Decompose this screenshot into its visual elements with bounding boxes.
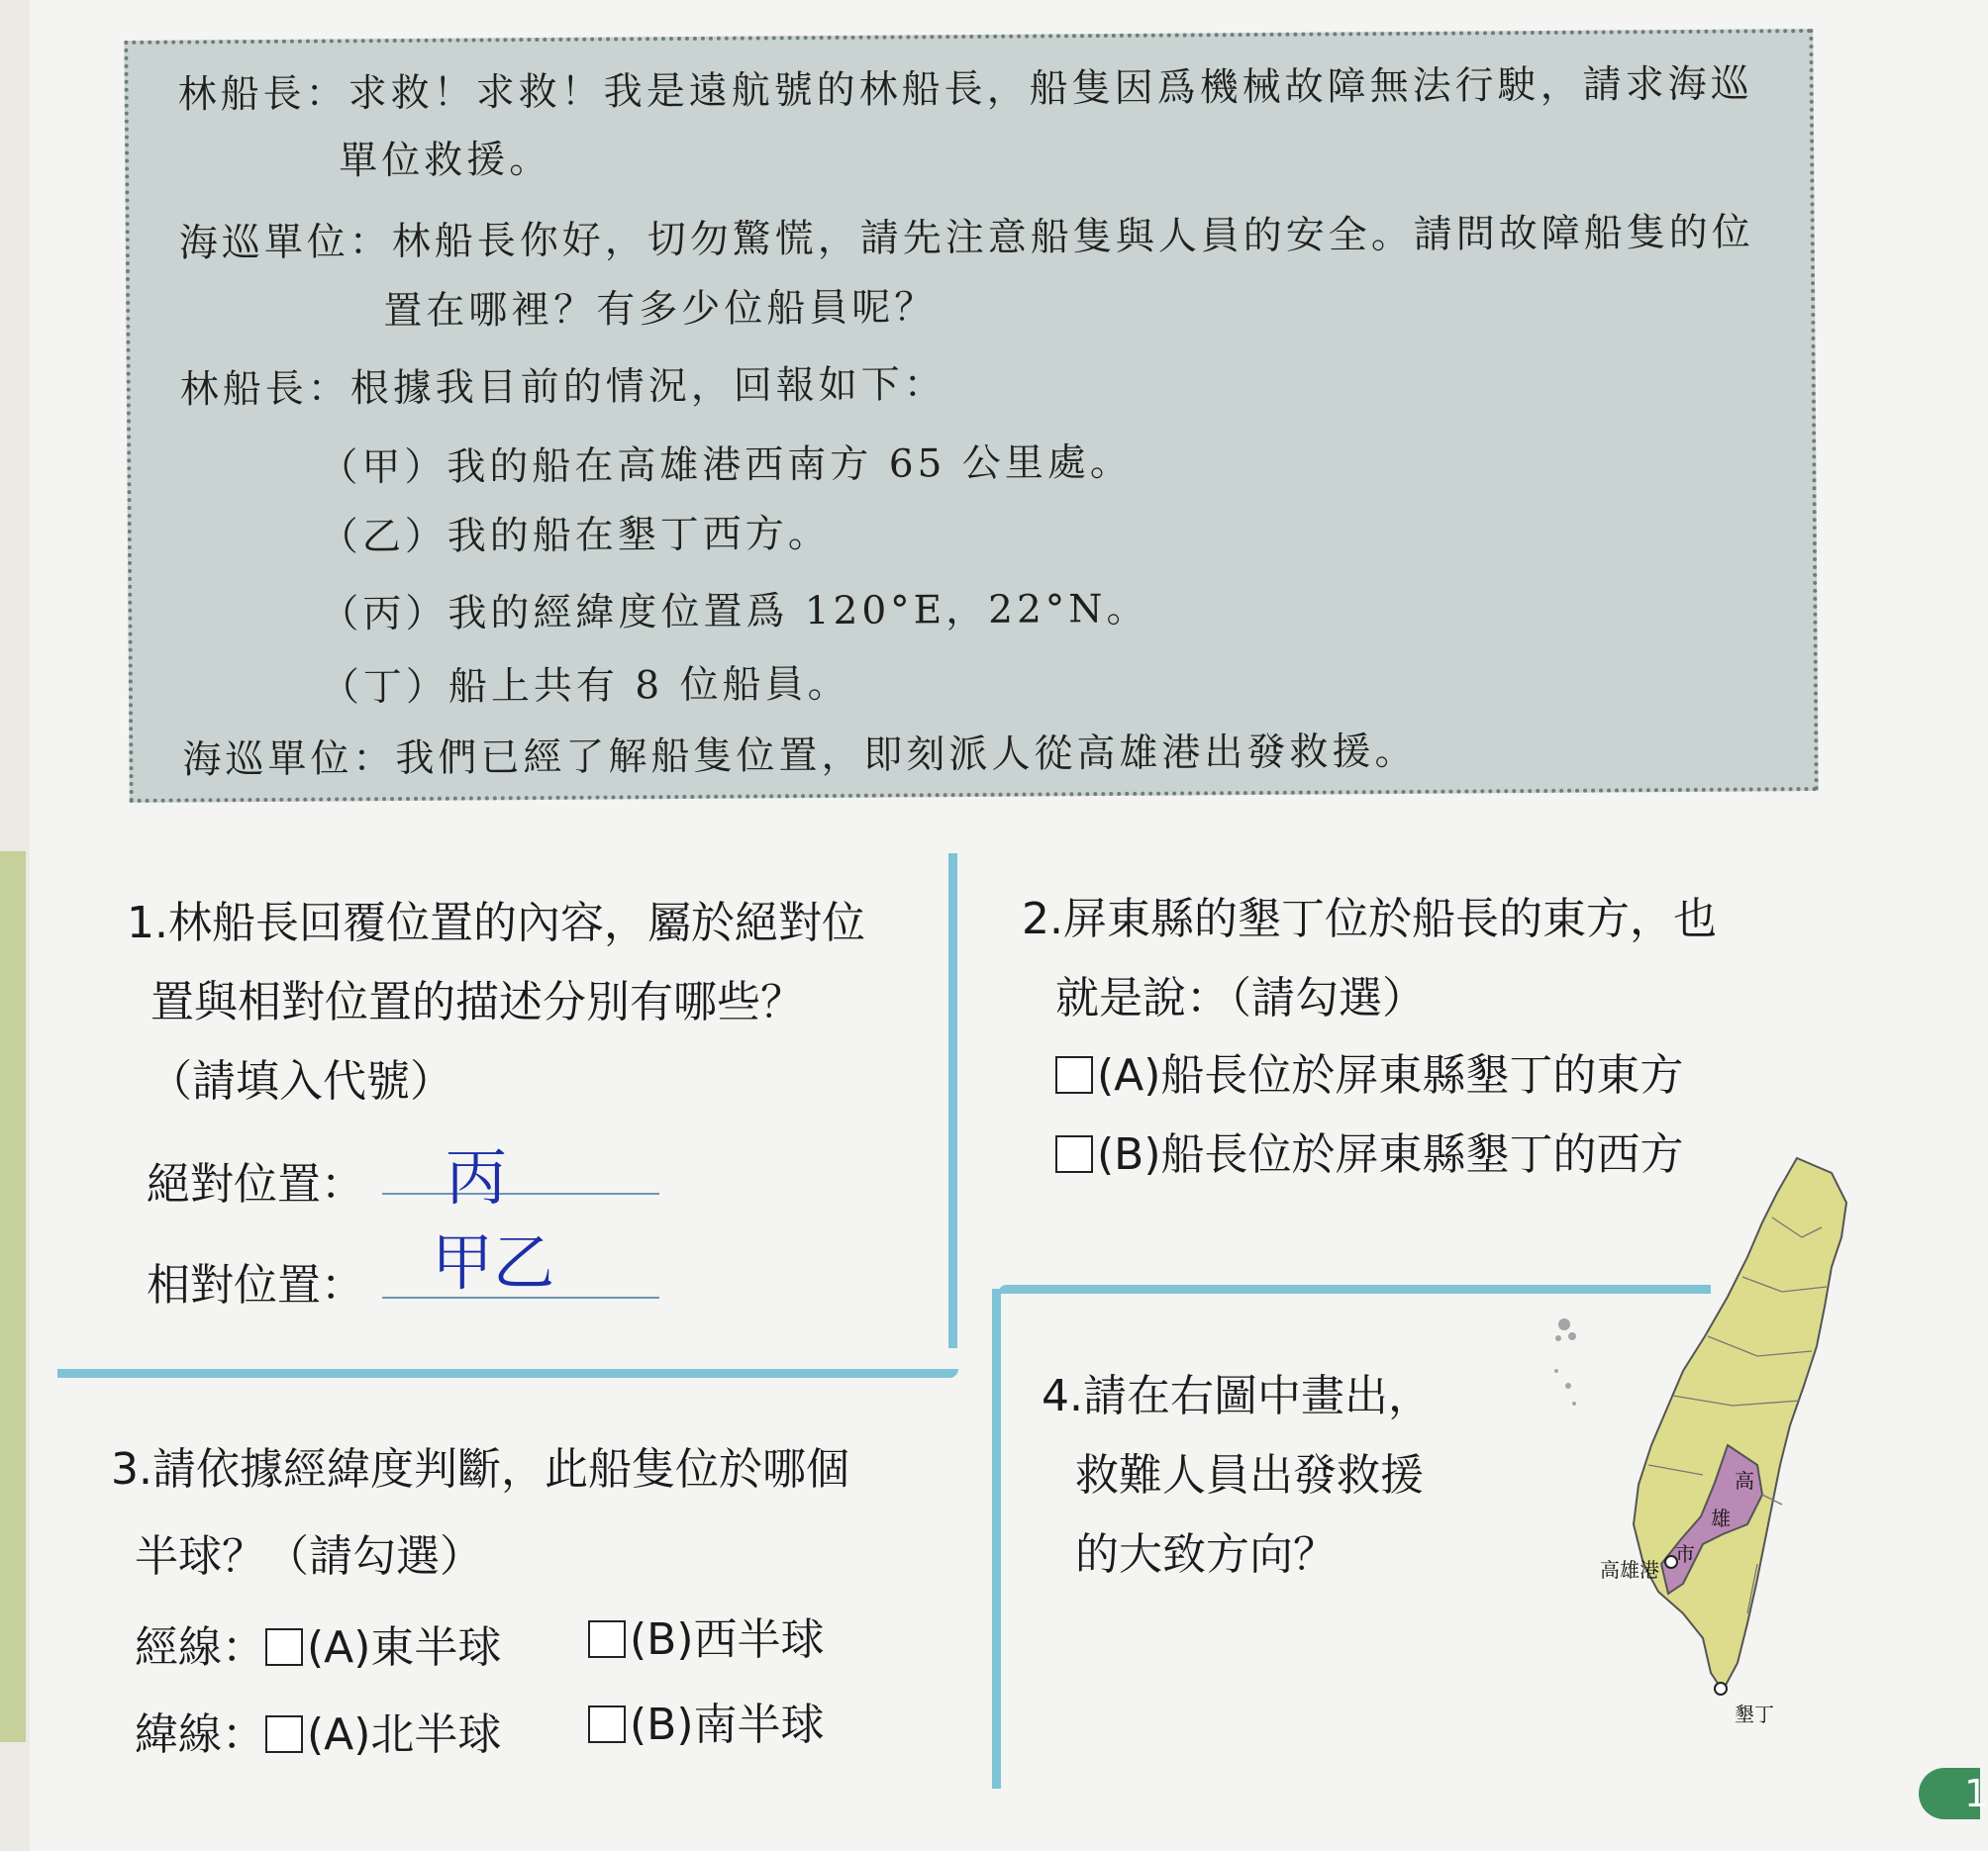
q3-longitude-row bbox=[135, 1611, 501, 1675]
kenting-marker bbox=[1715, 1683, 1727, 1695]
page-number: 1 bbox=[1964, 1772, 1988, 1815]
dialogue-line: 單位救援。 bbox=[339, 137, 552, 184]
q3-latitude-option-b[interactable] bbox=[588, 1689, 825, 1752]
taiwan-island-shape bbox=[1634, 1158, 1846, 1691]
dialogue-line: 置在哪裡？有多少位船員呢？ bbox=[383, 285, 938, 335]
q3-latitude-row bbox=[135, 1699, 501, 1762]
checkbox[interactable] bbox=[588, 1705, 626, 1743]
q4-text: 的大致方向？ bbox=[1075, 1529, 1337, 1580]
penghu-islands bbox=[1554, 1318, 1576, 1406]
dialogue-line: 海巡單位：我們已經了解船隻位置，即刻派人從高雄港出發救援。 bbox=[182, 729, 1418, 783]
page-number-tab bbox=[1919, 1768, 1988, 1819]
checkbox[interactable] bbox=[588, 1620, 626, 1658]
q2-text: 2.屏東縣的墾丁位於船長的東方，也 bbox=[1022, 894, 1717, 944]
q4-text: 4.請在右圖中畫出， bbox=[1042, 1371, 1432, 1421]
handwritten-answer-absolute: 丙 bbox=[446, 1141, 508, 1214]
checkbox[interactable] bbox=[1055, 1056, 1093, 1094]
dialogue-line: 海巡單位：林船長你好，切勿驚慌，請先注意船隻與人員的安全。請問故障船隻的位 bbox=[178, 210, 1754, 266]
absolute-position-label: 絕對位置： bbox=[147, 1159, 364, 1210]
q3-longitude-option-b[interactable] bbox=[588, 1604, 825, 1667]
report-item-jia: （甲）我的船在高雄港西南方 65 公里處。 bbox=[319, 439, 1133, 491]
q4-text: 救難人員出發救援 bbox=[1075, 1450, 1424, 1501]
map-city-char: 雄 bbox=[1711, 1507, 1731, 1530]
option-label: (B)西半球 bbox=[630, 1614, 825, 1665]
report-item-ding: （丁）船上共有 8 位船員。 bbox=[320, 661, 850, 711]
q2-option-a[interactable] bbox=[1055, 1039, 1683, 1103]
kenting-label: 墾丁 bbox=[1735, 1703, 1774, 1726]
option-label: (B)船長位於屏東縣墾丁的西方 bbox=[1097, 1129, 1684, 1180]
q3-text: 半球？（請勾選） bbox=[135, 1531, 483, 1582]
report-item-yi: （乙）我的船在墾丁西方。 bbox=[319, 511, 832, 560]
q1-text: （請填入代號） bbox=[149, 1056, 453, 1107]
longitude-label: 經線： bbox=[135, 1622, 265, 1673]
q2-text: 就是說：（請勾選） bbox=[1055, 973, 1426, 1023]
option-label: (A)東半球 bbox=[307, 1622, 502, 1673]
option-label: (A)船長位於屏東縣墾丁的東方 bbox=[1097, 1050, 1684, 1101]
dialogue-line: 林船長：根據我目前的情況，回報如下： bbox=[179, 362, 946, 413]
panel-divider bbox=[992, 1289, 1001, 1789]
kaohsiung-port-label: 高雄港 bbox=[1600, 1558, 1659, 1582]
dialogue-box bbox=[124, 29, 1818, 803]
checkbox[interactable] bbox=[265, 1715, 303, 1753]
panel-divider bbox=[57, 1369, 958, 1378]
q1-text: 置與相對位置的描述分別有哪些？ bbox=[150, 977, 804, 1027]
checkbox[interactable] bbox=[1055, 1135, 1093, 1173]
map-city-char: 市 bbox=[1675, 1542, 1695, 1566]
q1-text: 1.林船長回覆位置的內容，屬於絕對位 bbox=[127, 898, 865, 948]
option-label: (A)北半球 bbox=[307, 1709, 502, 1760]
option-label: (B)南半球 bbox=[630, 1700, 825, 1750]
left-page-strip bbox=[0, 851, 26, 1742]
taiwan-map[interactable] bbox=[1544, 1148, 1871, 1722]
dialogue-line: 林船長：求救！求救！我是遠航號的林船長，船隻因爲機械故障無法行駛，請求海巡 bbox=[177, 61, 1753, 118]
handwritten-answer-relative: 甲乙 bbox=[432, 1226, 555, 1299]
latitude-label: 緯線： bbox=[135, 1709, 265, 1760]
checkbox[interactable] bbox=[265, 1628, 303, 1666]
relative-position-label: 相對位置： bbox=[147, 1260, 364, 1311]
map-city-char: 高 bbox=[1735, 1469, 1754, 1493]
absolute-position-field[interactable] bbox=[382, 1193, 659, 1195]
q3-text: 3.請依據經緯度判斷，此船隻位於哪個 bbox=[111, 1444, 849, 1495]
report-item-bing: （丙）我的經緯度位置爲 120°E，22°N。 bbox=[320, 586, 1149, 637]
panel-divider bbox=[948, 853, 957, 1348]
